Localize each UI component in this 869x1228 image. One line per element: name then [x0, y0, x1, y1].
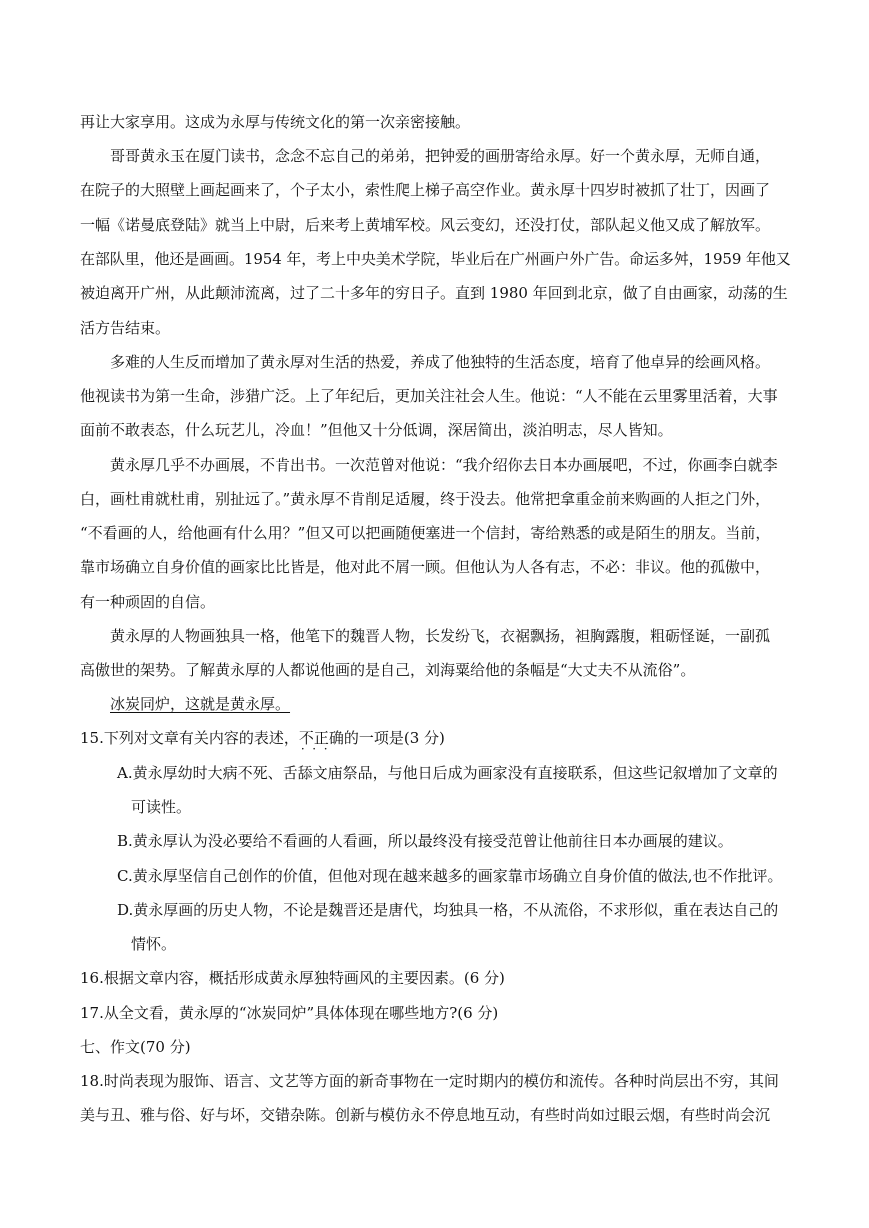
paragraph-line: 靠市场确立自身价值的画家比比皆是，他对此不屑一顾。但他认为人各有志，不必：非议。他的孤傲中，	[80, 558, 771, 576]
paragraph-line: 他视读书为第一生命，涉猎广泛。上了年纪后，更加关注社会人生。他说：“人不能在云里雾里活着，大事	[80, 387, 778, 405]
section-heading: 七、作文(70 分)	[80, 1038, 191, 1056]
paragraph-line: 黄永厚的人物画独具一格，他笔下的魏晋人物，长发纷飞，衣裾飘扬，袒胸露腹，粗砺怪诞，一副孤	[110, 627, 771, 645]
option-d: D.黄永厚画的历史人物，不论是魏晋还是唐代，均独具一格，不从流俗，不求形似，重在表达自己的	[117, 901, 779, 919]
question-16: 16.根据文章内容，概括形成黄永厚独特画风的主要因素。(6 分)	[80, 969, 505, 987]
paragraph-line: 活方告结束。	[80, 319, 171, 337]
question-18-line: 美与丑、雅与俗、好与坏，交错杂陈。创新与模仿永不停息地互动，有些时尚如过眼云烟，有些时尚会沉	[80, 1106, 771, 1124]
paragraph-line: 一幅《诺曼底登陆》就当上中尉，后来考上黄埔军校。风云变幻，还没打仗，部队起义他又成了解放军。	[80, 216, 771, 234]
paragraph-line: 在院子的大照壁上画起画来了，个子太小，索性爬上梯子高空作业。黄永厚十四岁时被抓了壮丁，因画了	[80, 181, 771, 199]
paragraph-line: 哥哥黄永玉在厦门读书，念念不忘自己的弟弟，把钟爱的画册寄给永厚。好一个黄永厚，无师自通，	[110, 147, 771, 165]
paragraph-line: 再让大家享用。这成为永厚与传统文化的第一次亲密接触。	[80, 113, 471, 131]
option-a-continuation: 可读性。	[131, 798, 192, 816]
closing-sentence: 冰炭同炉，这就是黄永厚。	[110, 695, 291, 713]
paragraph-line: 黄永厚几乎不办画展，不肯出书。一次范曾对他说：“我介绍你去日本办画展吧，不过，你画李白就李	[110, 456, 778, 474]
paragraph-line: “不看画的人，给他画有什么用？”但又可以把画随便塞进一个信封，寄给熟悉的或是陌生的朋友。当前，	[80, 524, 771, 542]
paragraph-line: 在部队里，他还是画画。1954 年，考上中央美术学院，毕业后在广州画户外广告。命运多舛，1959 年他又	[80, 250, 791, 268]
option-b: B.黄永厚认为没必要给不看画的人看画，所以最终没有接受范曾让他前往日本办画展的建议。	[117, 832, 733, 850]
question-15-suffix: 的一项是(3 分)	[343, 729, 445, 747]
paragraph-line: 面前不敢表态，什么玩艺儿，冷血！”但他又十分低调，深居简出，淡泊明志，尽人皆知。	[80, 421, 673, 439]
paragraph-line: 多难的人生反而增加了黄永厚对生活的热爱，养成了他独特的生活态度，培育了他卓异的绘画风格。	[110, 353, 771, 371]
question-17: 17.从全文看，黄永厚的“冰炭同炉”具体体现在哪些地方?(6 分)	[80, 1004, 499, 1022]
option-c: C.黄永厚坚信自己创作的价值，但他对现在越来越多的画家靠市场确立自身价值的做法,也不作批评。	[117, 867, 783, 885]
question-15	[80, 728, 792, 748]
option-d-continuation: 情怀。	[131, 935, 177, 953]
paragraph-line: 高傲世的架势。了解黄永厚的人都说他画的是自己，刘海粟给他的条幅是“大丈夫不从流俗”。	[80, 661, 696, 679]
paragraph-line: 有一种顽固的自信。	[80, 593, 216, 611]
emphasis-not-correct: 不正确 · · ·	[299, 729, 344, 747]
closing-line	[110, 694, 792, 714]
paragraph-line: 被迫离开广州，从此颠沛流离，过了二十多年的穷日子。直到 1980 年回到北京，做了自由画家，动荡的生	[80, 284, 788, 302]
question-18-line: 18.时尚表现为服饰、语言、文艺等方面的新奇事物在一定时期内的模仿和流传。各种时尚层出不穷，其间	[80, 1072, 779, 1090]
paragraph-line: 白，画杜甫就杜甫，别扯远了。”黄永厚不肯削足适履，终于没去。他常把拿重金前来购画的人拒之门外，	[80, 490, 771, 508]
question-15-prefix: 15.下列对文章有关内容的表述，	[80, 729, 299, 747]
option-a: A.黄永厚幼时大病不死、舌舔文庙祭品，与他日后成为画家没有直接联系，但这些记叙增加了文章的	[117, 764, 778, 782]
